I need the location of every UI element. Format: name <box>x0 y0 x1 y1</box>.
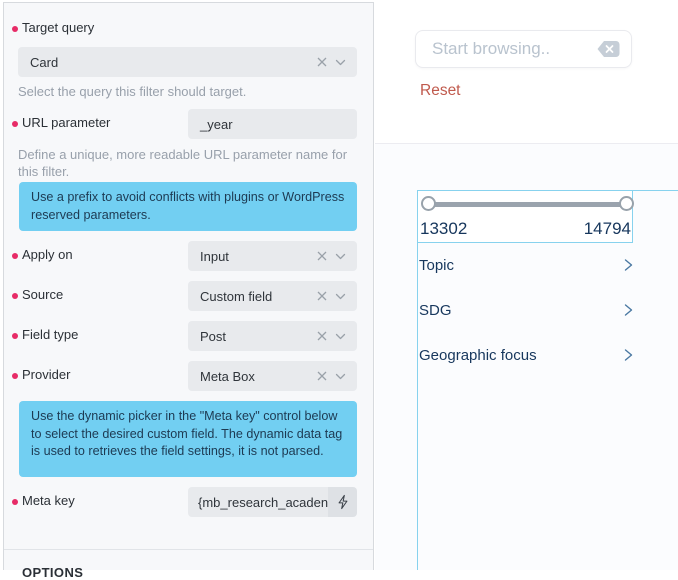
slider-handle-max[interactable] <box>619 196 634 211</box>
x-icon[interactable] <box>316 290 328 302</box>
required-dot <box>12 293 18 299</box>
apply-on-label: Apply on <box>22 247 73 262</box>
chevron-right-icon <box>621 348 635 362</box>
lightning-icon <box>336 494 350 510</box>
meta-key-label: Meta key <box>22 493 75 508</box>
url-parameter-label: URL parameter <box>22 115 111 130</box>
search-input[interactable] <box>415 30 632 68</box>
target-query-value: Card <box>30 54 59 70</box>
backspace-x-icon <box>595 39 621 59</box>
slider-handle-min[interactable] <box>421 196 436 211</box>
meta-key-value: {mb_research_acaden <box>198 494 329 510</box>
search-placeholder: Start browsing.. <box>432 39 551 58</box>
x-icon[interactable] <box>316 56 328 68</box>
facet-row-geographic-focus[interactable] <box>419 343 635 367</box>
range-slider-widget[interactable] <box>417 190 633 243</box>
x-icon[interactable] <box>316 250 328 262</box>
field-type-select[interactable] <box>188 321 357 351</box>
chevron-right-icon <box>621 258 635 272</box>
required-dot <box>12 121 18 127</box>
facet-label: SDG <box>419 301 452 319</box>
chevron-down-icon[interactable] <box>334 290 347 303</box>
provider-label: Provider <box>22 367 71 382</box>
chevron-down-icon[interactable] <box>334 56 347 69</box>
url-parameter-help: Define a unique, more readable URL parameter name for this filter. <box>18 147 348 179</box>
required-dot <box>12 499 18 505</box>
panel-divider <box>4 549 373 550</box>
search-clear-button[interactable] <box>595 39 631 59</box>
reset-link[interactable]: Reset <box>420 82 461 99</box>
field-type-label: Field type <box>22 327 79 342</box>
meta-key-input[interactable] <box>188 487 328 517</box>
target-query-help: Select the query this filter should target. <box>18 84 247 99</box>
x-icon[interactable] <box>316 330 328 342</box>
chevron-down-icon[interactable] <box>334 250 347 263</box>
required-dot <box>12 333 18 339</box>
facet-label: Topic <box>419 256 455 274</box>
url-parameter-value: _year <box>200 116 233 132</box>
source-select[interactable] <box>188 281 357 311</box>
facet-row-sdg[interactable] <box>419 298 635 322</box>
target-query-select[interactable] <box>18 47 357 77</box>
required-dot <box>12 253 18 259</box>
provider-select[interactable] <box>188 361 357 391</box>
facet-label: Geographic focus <box>419 346 537 364</box>
x-icon[interactable] <box>316 370 328 382</box>
slider-track[interactable] <box>428 202 624 207</box>
apply-on-value: Input <box>200 248 229 264</box>
filter-settings-panel <box>3 2 374 580</box>
dynamic-data-button[interactable] <box>328 487 357 517</box>
url-parameter-input[interactable] <box>188 109 357 139</box>
required-dot <box>12 26 18 32</box>
info-box-prefix: Use a prefix to avoid conflicts with plugins or WordPress reserved parameters. <box>19 182 357 231</box>
preview-divider <box>375 143 678 144</box>
required-dot <box>12 373 18 379</box>
target-query-label: Target query <box>22 20 95 35</box>
slider-max-value: 14794 <box>583 219 631 238</box>
options-section-heading: OPTIONS <box>22 565 84 580</box>
chevron-down-icon[interactable] <box>334 370 347 383</box>
chevron-right-icon <box>621 303 635 317</box>
facet-row-topic[interactable] <box>419 253 635 277</box>
slider-values <box>420 219 631 239</box>
slider-min-value: 13302 <box>420 219 468 238</box>
widget-selection-outline <box>417 190 678 570</box>
provider-value: Meta Box <box>200 368 255 384</box>
apply-on-select[interactable] <box>188 241 357 271</box>
source-value: Custom field <box>200 288 273 304</box>
field-type-value: Post <box>200 328 227 344</box>
info-box-meta-key: Use the dynamic picker in the "Meta key" control below to select the desired custom field. The dynamic data tag is used to retrieves the field settings, it is not parsed. <box>19 401 357 477</box>
chevron-down-icon[interactable] <box>334 330 347 343</box>
source-label: Source <box>22 287 64 302</box>
